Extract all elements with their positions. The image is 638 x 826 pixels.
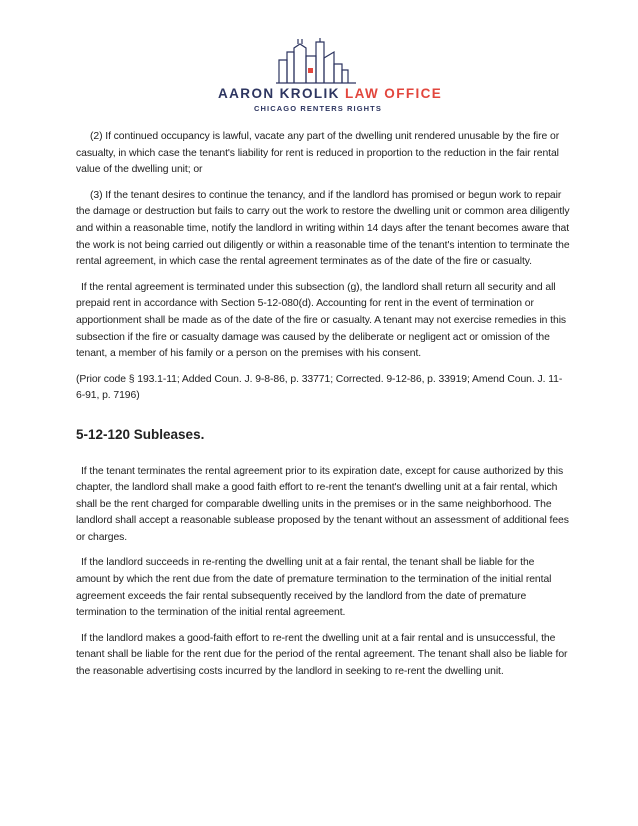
paragraph-termination: If the rental agreement is terminated under this subsection (g), the landlord shall return all security and all prepaid rent in accordance with Section 5-12-080(d). Accounting for rent in the event of termination or apportionment shall be made as of the date of the fire or casualty. A tenant may not exercise remedies in this subsection if the fire or casualty damage was caused by the deliberate or negligent act or omission of the tenant, a member of his family or a person on the premises with his consent. xyxy=(76,281,567,360)
paragraph-sublease-2: If the landlord succeeds in re-renting the dwelling unit at a fair rental, the tenant shall be liable for the amount by which the rent due from the date of premature termination to the termination of the initial rental agreement exceeds the fair rental subsequently received by the landlord from the date of premature termination to the termination of the initial rental agreement. xyxy=(76,557,552,619)
chicago-skyline-icon xyxy=(276,38,360,84)
paragraph-item-2: (2) If continued occupancy is lawful, vacate any part of the dwelling unit rendered unusable by the fire or casualty, in which case the tenant's liability for rent is reduced in proportion to the reduction in the fair rental value of the dwelling unit; or xyxy=(76,131,560,176)
paragraph-item-3: (3) If the tenant desires to continue the tenancy, and if the landlord has promised or begun work to repair the damage or destruction but fails to carry out the work to restore the dwelling unit or common area diligently and within a reasonable time, notify the landlord in writing within 14 days after the tenant becomes aware that the work is not being carried out diligently or within a reasonable time of the tenant's intention to terminate the rental agreement, in which case the rental agreement terminates as of the date of the fire or casualty. xyxy=(76,189,570,268)
logo-name: AARON KROLIK LAW OFFICE xyxy=(218,86,443,101)
logo-subtitle: CHICAGO RENTERS RIGHTS xyxy=(254,104,382,113)
citation: (Prior code § 193.1-11; Added Coun. J. 9-8-86, p. 33771; Corrected. 9-12-86, p. 33919; Amend Coun. J. 11-6-91, p. 7196) xyxy=(76,373,563,402)
document-body xyxy=(76,129,570,690)
paragraph-sublease-1: If the tenant terminates the rental agreement prior to its expiration date, except for cause authorized by this chapter, the landlord shall make a good faith effort to re-rent the tenant's dwelling unit at a fair rental, which shall be the rent charged for comparable dwelling units in the premises or in the same neighborhood. The landlord shall accept a reasonable sublease proposed by the tenant without an assessment of additional fees or charges. xyxy=(76,465,569,543)
section-heading: 5-12-120 Subleases. xyxy=(76,426,205,442)
paragraph-sublease-3: If the landlord makes a good-faith effort to re-rent the dwelling unit at a fair rental and is unsuccessful, the tenant shall be liable for the rent due for the period of the rental agreement. The tenant shall also be liable for the reasonable advertising costs incurred by the landlord in seeking to re-rent the dwelling unit. xyxy=(76,632,568,678)
law-office-logo xyxy=(218,38,443,123)
